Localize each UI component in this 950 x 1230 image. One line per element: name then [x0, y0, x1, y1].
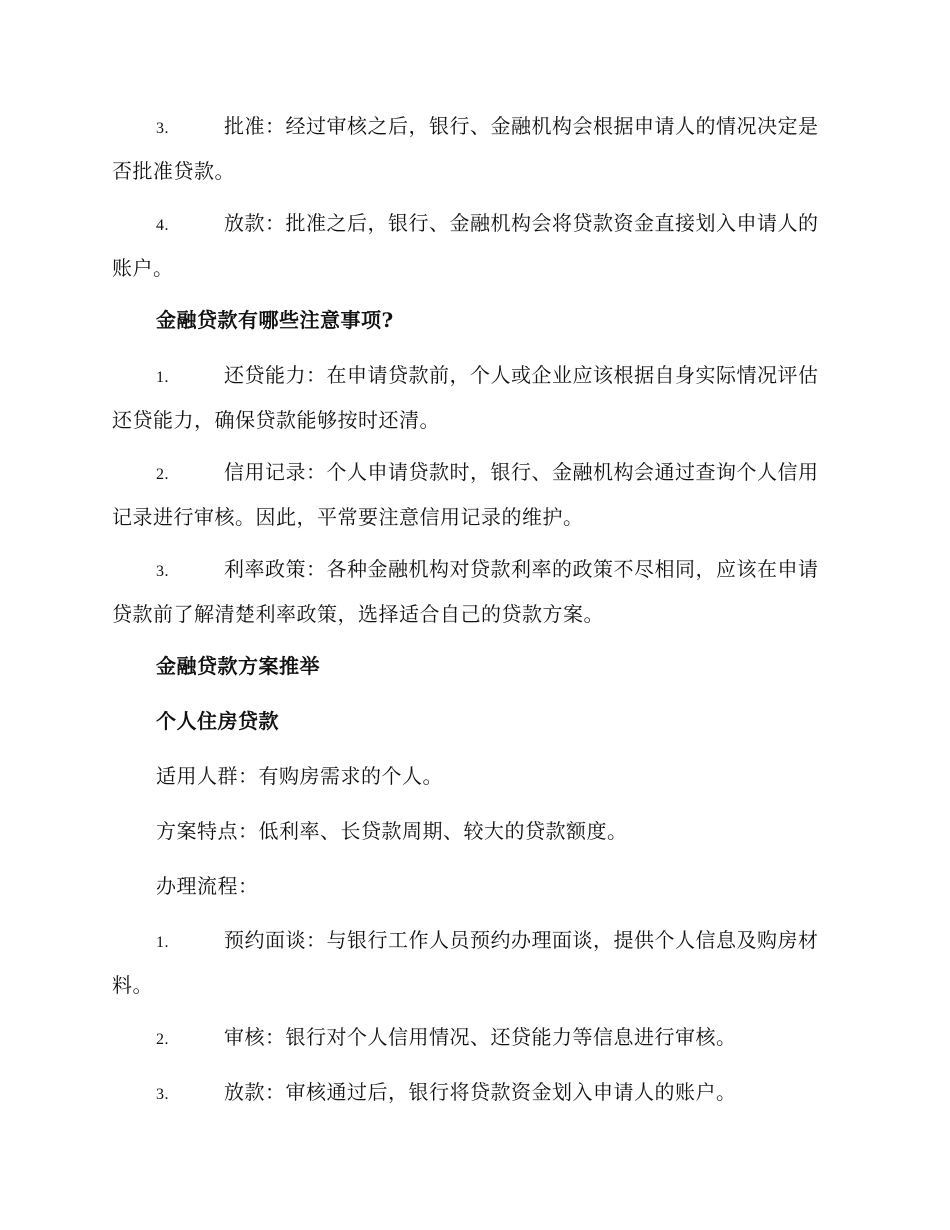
list-number: 1. [156, 369, 169, 386]
features-line [112, 810, 834, 853]
list-number: 1. [156, 934, 169, 951]
notes-heading-text: 金融贷款有哪些注意事项? [156, 308, 394, 332]
process-label-text: 办理流程： [156, 874, 259, 898]
list-text: 批准：经过审核之后，银行、金融机构会根据申请人的情况决定是否批准贷款。 [112, 114, 819, 183]
recommend-subheading [112, 700, 834, 743]
notes-item-1 [112, 354, 834, 442]
list-text: 还贷能力：在申请贷款前，个人或企业应该根据自身实际情况评估还贷能力，确保贷款能够按时还清。 [112, 363, 819, 432]
notes-item-3 [112, 548, 834, 636]
recommend-heading-text: 金融贷款方案推举 [156, 654, 320, 678]
step-3 [112, 1071, 834, 1116]
notes-item-2 [112, 451, 834, 539]
list-number: 4. [156, 217, 169, 234]
process-item-4 [112, 202, 834, 290]
process-item-3 [112, 105, 834, 193]
list-text: 利率政策：各种金融机构对贷款利率的政策不尽相同，应该在申请贷款前了解清楚利率政策，选择适合自己的贷款方案。 [112, 557, 819, 626]
recommend-heading [112, 645, 834, 688]
list-number: 3. [156, 1086, 169, 1103]
features-text: 方案特点：低利率、长贷款周期、较大的贷款额度。 [156, 819, 628, 843]
step-2 [112, 1016, 834, 1061]
list-text: 放款：批准之后，银行、金融机构会将贷款资金直接划入申请人的账户。 [112, 211, 819, 280]
audience-line [112, 755, 834, 798]
recommend-subheading-text: 个人住房贷款 [156, 709, 279, 733]
list-text: 放款：审核通过后，银行将贷款资金划入申请人的账户。 [224, 1080, 737, 1104]
list-text: 审核：银行对个人信用情况、还贷能力等信息进行审核。 [224, 1025, 737, 1049]
list-number: 2. [156, 466, 169, 483]
list-number: 2. [156, 1031, 169, 1048]
list-text: 信用记录：个人申请贷款时，银行、金融机构会通过查询个人信用记录进行审核。因此，平常要注意信用记录的维护。 [112, 460, 819, 529]
audience-text: 适用人群：有购房需求的个人。 [156, 764, 443, 788]
notes-heading [112, 299, 834, 342]
list-text: 预约面谈：与银行工作人员预约办理面谈，提供个人信息及购房材料。 [112, 928, 819, 997]
list-number: 3. [156, 120, 169, 137]
step-1 [112, 919, 834, 1007]
process-label-line [112, 865, 834, 908]
list-number: 3. [156, 563, 169, 580]
